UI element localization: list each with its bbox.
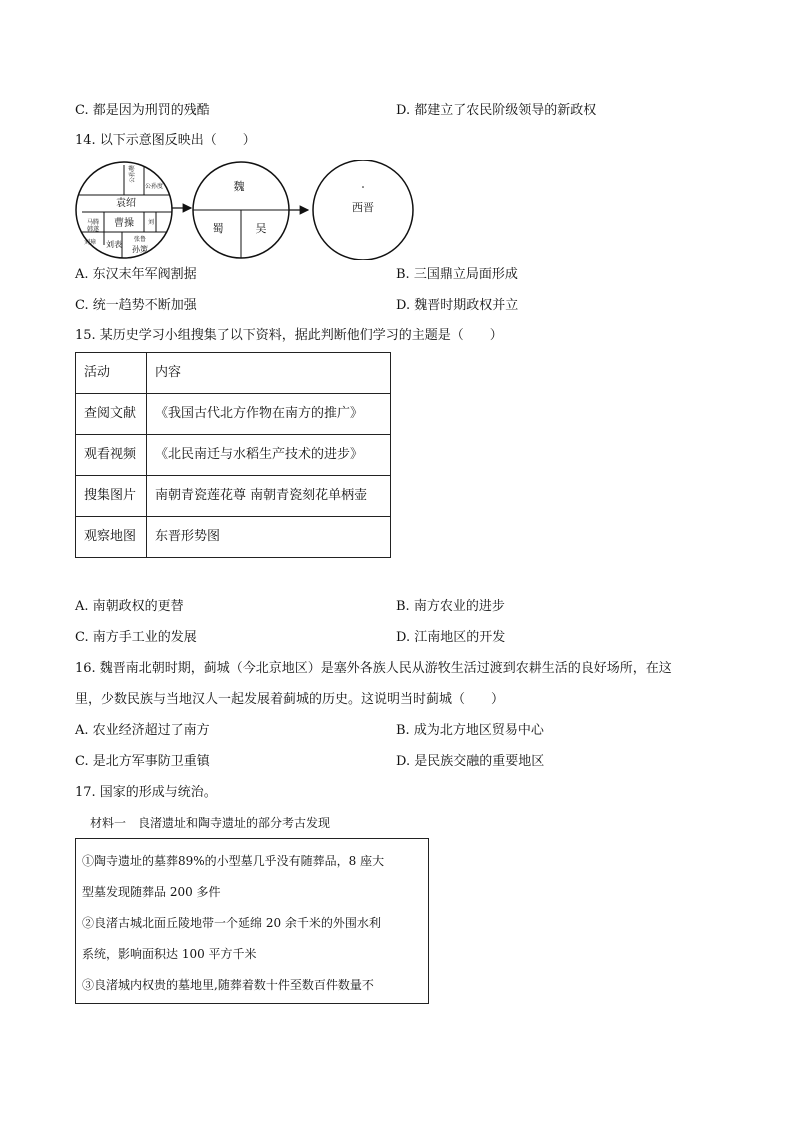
material1-line: ③良渚城内权贵的墓地里,随葬着数十件至数百件数量不 [82,978,374,992]
label-wei: 魏 [233,180,245,193]
material1-line: ②良渚古城北面丘陵地带一个延绵 20 余千米的外围水利 [82,916,381,930]
table-cell: 南朝青瓷莲花尊 南朝青瓷刻花单柄壶 [147,476,391,517]
q16-option-b: B. 成为北方地区贸易中心 [396,723,544,738]
table-cell: 观察地图 [76,517,147,558]
q14-option-b: B. 三国鼎立局面形成 [396,267,518,282]
q13-option-d: D. 都建立了农民阶级领导的新政权 [396,103,597,118]
label-zhanglu: 张鲁 [133,236,147,243]
q16-stem-line1: 16. 魏晋南北朝时期，蓟城（今北京地区）是塞外各族人民从游牧生活过渡到农耕生活的良好场所，在这 [75,661,672,676]
label-gongsundu: 公孙度 [144,183,164,190]
label-caocao: 曹操 [114,218,134,229]
table-cell: 《我国古代北方作物在南方的推广》 [147,394,391,435]
label-liu: 刘 [147,219,155,226]
label-yuanshao: 袁绍 [116,198,136,209]
table-row [76,394,391,435]
q16-option-d: D. 是民族交融的重要地区 [396,754,545,769]
label-liubiao: 刘表 [106,240,122,249]
table-cell: 搜集图片 [76,476,147,517]
q15-stem: 15. 某历史学习小组搜集了以下资料，据此判断他们学习的主题是（ ） [75,328,503,343]
material1-line: 系统，影响面积达 100 平方千米 [82,947,257,961]
circle-three-kingdoms [193,162,289,258]
circle-warlords [74,162,174,258]
q14-diagram [74,160,444,260]
circle-western-jin [313,160,413,260]
material1-line: ①陶寺遗址的墓葬89%的小型墓几乎没有随葬品，8 座大 [82,854,385,868]
table-cell: 东晋形势图 [147,517,391,558]
table-cell: 《北民南迁与水稻生产技术的进步》 [147,435,391,476]
material1-title: 材料一 良渚遗址和陶寺遗址的部分考古发现 [90,816,331,830]
label-hansui: 韩遂 [86,226,100,233]
q13-option-c: C. 都是因为刑罚的残酷 [75,103,210,118]
material1-line: 型墓发现随葬品 200 多件 [82,885,221,899]
table-row [76,517,391,558]
q15-option-a: A. 南朝政权的更替 [75,599,184,614]
q14-option-c: C. 统一趋势不断加强 [75,298,197,313]
q15-option-c: C. 南方手工业的发展 [75,630,197,645]
table-header-cell: 活动 [76,353,147,394]
label-sunce: 孙策 [132,245,148,254]
table-cell: 观看视频 [76,435,147,476]
label-mateng: 马腾 [86,219,100,226]
q15-option-d: D. 江南地区的开发 [396,630,506,645]
table-header-cell: 内容 [147,353,391,394]
q16-stem-line2: 里，少数民族与当地汉人一起发展着蓟城的历史。这说明当时蓟城（ ） [75,692,505,707]
label-wu: 吴 [255,222,267,235]
table-row [76,435,391,476]
label-shu: 蜀 [212,222,224,235]
q16-option-a: A. 农业经济超过了南方 [75,723,210,738]
label-xijin: 西晋 [352,201,374,214]
q14-stem: 14. 以下示意图反映出（ ） [75,133,256,148]
q17-stem: 17. 国家的形成与统治。 [75,785,217,800]
q15-table [75,352,391,558]
label-liuzhang: 刘璋 [83,239,97,246]
table-cell: 查阅文献 [76,394,147,435]
label-gongsunzan: 公孙瓒 [129,164,136,184]
q14-option-d: D. 魏晋时期政权并立 [396,298,519,313]
q14-option-a: A. 东汉末年军阀割据 [75,267,197,282]
table-row [76,476,391,517]
q16-option-c: C. 是北方军事防卫重镇 [75,754,210,769]
material1-box [75,838,429,1004]
q15-option-b: B. 南方农业的进步 [396,599,505,614]
table-header-row [76,353,391,394]
